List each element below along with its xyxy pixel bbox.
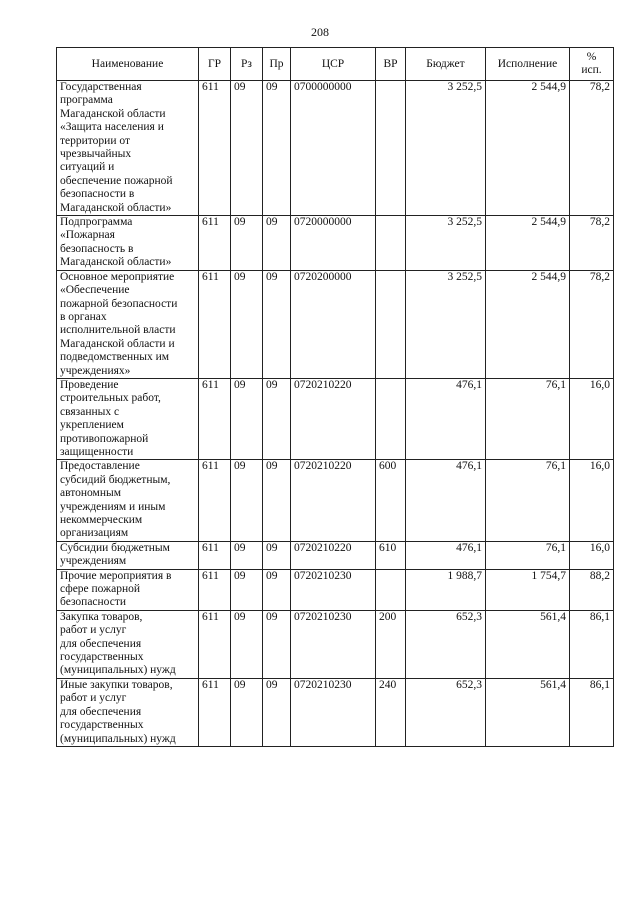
row-vr: 240: [376, 678, 406, 746]
row-name-line: подведомственных им: [60, 351, 170, 364]
row-name-line: чрезвычайных: [60, 148, 132, 161]
row-name-line: Основное мероприятие: [60, 270, 175, 283]
row-name-line: Государственная: [60, 81, 142, 93]
row-name-line: защищенности: [60, 445, 134, 458]
row-budget: 476,1: [406, 378, 486, 459]
row-rz: 09: [231, 81, 263, 216]
row-vr: [376, 216, 406, 271]
row-percent: 16,0: [570, 541, 614, 569]
row-name-line: Подпрограмма: [60, 216, 133, 229]
row-name-line: Магаданской области»: [60, 256, 172, 269]
row-pr: 09: [263, 270, 291, 378]
row-name-line: Субсидии бюджетным: [60, 541, 170, 554]
row-csr: 0720210220: [291, 378, 376, 459]
row-name-line: в органах: [60, 310, 107, 323]
row-execution: 561,4: [486, 678, 570, 746]
row-name-line: Предоставление: [60, 460, 140, 473]
row-name-line: «Пожарная: [60, 229, 115, 242]
row-vr: [376, 270, 406, 378]
table-row: [57, 270, 614, 378]
row-name-line: строительных работ,: [60, 392, 161, 405]
row-name-line: исполнительной власти: [60, 324, 176, 337]
header-execution: Исполнение: [486, 48, 570, 81]
row-name: [57, 216, 199, 271]
header-percent-label: исп.: [581, 64, 602, 76]
row-rz: 09: [231, 541, 263, 569]
table-row: [57, 460, 614, 541]
table-row: [57, 610, 614, 678]
row-gr: 611: [199, 81, 231, 216]
row-name: [57, 569, 199, 610]
row-execution: 561,4: [486, 610, 570, 678]
row-name-line: работ и услуг: [60, 692, 127, 705]
row-name: [57, 678, 199, 746]
row-name: [57, 378, 199, 459]
row-name: [57, 541, 199, 569]
budget-table: [56, 47, 614, 747]
header-csr: ЦСР: [291, 48, 376, 81]
row-name-line: «Обеспечение: [60, 284, 130, 297]
row-execution: 2 544,9: [486, 270, 570, 378]
row-execution: 76,1: [486, 541, 570, 569]
row-name-line: работ и услуг: [60, 624, 127, 637]
row-gr: 611: [199, 378, 231, 459]
row-csr: 0720210220: [291, 541, 376, 569]
row-name-line: укреплением: [60, 419, 124, 432]
row-budget: 3 252,5: [406, 81, 486, 216]
row-execution: 76,1: [486, 378, 570, 459]
row-vr: [376, 569, 406, 610]
table-row: [57, 541, 614, 569]
row-name-line: безопасности: [60, 596, 127, 609]
row-csr: 0720210230: [291, 610, 376, 678]
row-gr: 611: [199, 610, 231, 678]
row-budget: 652,3: [406, 610, 486, 678]
table-row: [57, 569, 614, 610]
row-budget: 476,1: [406, 460, 486, 541]
row-pr: 09: [263, 460, 291, 541]
table-row: [57, 216, 614, 271]
row-name-line: Иные закупки товаров,: [60, 678, 173, 691]
row-name-line: противопожарной: [60, 432, 149, 445]
row-execution: 2 544,9: [486, 81, 570, 216]
row-percent: 86,1: [570, 678, 614, 746]
row-csr: 0720210230: [291, 569, 376, 610]
row-gr: 611: [199, 216, 231, 271]
row-csr: 0720210220: [291, 460, 376, 541]
row-rz: 09: [231, 569, 263, 610]
row-name-line: безопасности в: [60, 188, 135, 201]
row-csr: 0720210230: [291, 678, 376, 746]
row-vr: 610: [376, 541, 406, 569]
row-name-line: (муниципальных) нужд: [60, 664, 176, 677]
row-budget: 652,3: [406, 678, 486, 746]
table-body: [57, 81, 614, 747]
row-vr: 200: [376, 610, 406, 678]
header-vr: ВР: [376, 48, 406, 81]
row-name: [57, 460, 199, 541]
row-name-line: связанных с: [60, 405, 120, 418]
row-budget: 1 988,7: [406, 569, 486, 610]
row-percent: 86,1: [570, 610, 614, 678]
row-pr: 09: [263, 378, 291, 459]
row-percent: 88,2: [570, 569, 614, 610]
row-pr: 09: [263, 81, 291, 216]
row-name-line: организациям: [60, 527, 129, 540]
row-execution: 1 754,7: [486, 569, 570, 610]
row-name: [57, 270, 199, 378]
row-name-line: Закупка товаров,: [60, 610, 143, 623]
row-gr: 611: [199, 569, 231, 610]
row-name-line: учреждениях»: [60, 364, 131, 377]
row-rz: 09: [231, 678, 263, 746]
row-vr: [376, 378, 406, 459]
row-name-line: Магаданской области и: [60, 337, 175, 350]
row-name-line: государственных: [60, 719, 144, 732]
row-name-line: (муниципальных) нужд: [60, 732, 176, 745]
row-csr: 0700000000: [291, 81, 376, 216]
row-rz: 09: [231, 460, 263, 541]
row-vr: 600: [376, 460, 406, 541]
header-rz: Рз: [231, 48, 263, 81]
row-budget: 3 252,5: [406, 270, 486, 378]
row-name-line: сфере пожарной: [60, 583, 141, 596]
row-execution: 2 544,9: [486, 216, 570, 271]
row-percent: 78,2: [570, 216, 614, 271]
row-name-line: программа: [60, 94, 113, 107]
row-name-line: субсидий бюджетным,: [60, 473, 171, 486]
row-name-line: государственных: [60, 651, 144, 664]
table-row: [57, 81, 614, 216]
row-gr: 611: [199, 460, 231, 541]
row-pr: 09: [263, 541, 291, 569]
table-row: [57, 378, 614, 459]
row-name-line: безопасность в: [60, 242, 134, 255]
row-percent: 78,2: [570, 81, 614, 216]
row-name-line: для обеспечения: [60, 705, 142, 718]
row-name-line: некоммерческим: [60, 514, 143, 526]
row-vr: [376, 81, 406, 216]
row-rz: 09: [231, 378, 263, 459]
row-rz: 09: [231, 216, 263, 271]
row-gr: 611: [199, 678, 231, 746]
row-csr: 0720200000: [291, 270, 376, 378]
row-name-line: учреждениям и иным: [60, 500, 166, 513]
row-name-line: пожарной безопасности: [60, 297, 178, 310]
row-name-line: Магаданской области: [60, 107, 166, 120]
row-rz: 09: [231, 270, 263, 378]
row-name-line: территории от: [60, 134, 130, 147]
row-percent: 16,0: [570, 460, 614, 541]
row-name-line: автономным: [60, 487, 121, 500]
header-percent: [570, 48, 614, 81]
row-pr: 09: [263, 610, 291, 678]
row-percent: 16,0: [570, 378, 614, 459]
row-name-line: ситуаций и: [60, 161, 115, 174]
row-name-line: для обеспечения: [60, 637, 142, 650]
row-rz: 09: [231, 610, 263, 678]
row-csr: 0720000000: [291, 216, 376, 271]
table-row: [57, 678, 614, 746]
row-pr: 09: [263, 216, 291, 271]
row-name-line: Магаданской области»: [60, 201, 172, 214]
row-budget: 3 252,5: [406, 216, 486, 271]
row-name-line: Прочие мероприятия в: [60, 569, 172, 582]
row-execution: 76,1: [486, 460, 570, 541]
row-percent: 78,2: [570, 270, 614, 378]
row-name-line: Проведение: [60, 378, 119, 391]
row-name: [57, 610, 199, 678]
row-gr: 611: [199, 270, 231, 378]
row-pr: 09: [263, 569, 291, 610]
row-budget: 476,1: [406, 541, 486, 569]
header-gr: ГР: [199, 48, 231, 81]
table-header-row: [57, 48, 614, 81]
row-name-line: учреждениям: [60, 555, 127, 568]
row-gr: 611: [199, 541, 231, 569]
row-name-line: «Защита населения и: [60, 121, 164, 134]
header-pr: Пр: [263, 48, 291, 81]
row-pr: 09: [263, 678, 291, 746]
page-number: 208: [311, 25, 329, 39]
header-name: Наименование: [57, 48, 199, 81]
row-name: [57, 81, 199, 216]
header-percent-sign: %: [586, 51, 597, 63]
row-name-line: обеспечение пожарной: [60, 174, 173, 187]
header-budget: Бюджет: [406, 48, 486, 81]
